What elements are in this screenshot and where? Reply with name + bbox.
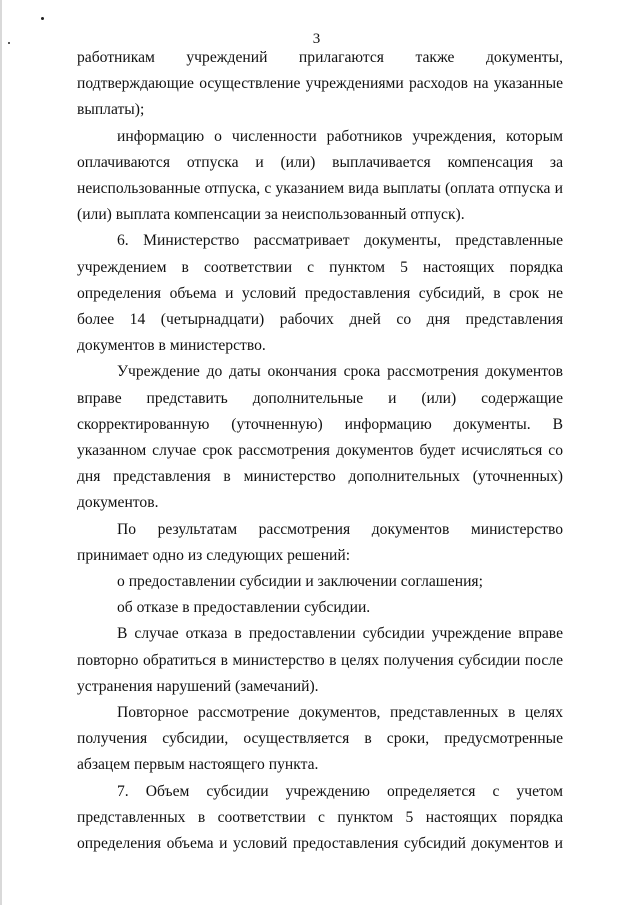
paragraph-reapplication: В случае отказа в предоставлении субсидии учреждение вправе повторно обратиться в министерство в целях получения субсидии после устранения нарушений (замечаний). xyxy=(77,625,563,695)
scan-speck xyxy=(41,17,44,20)
page-number: 3 xyxy=(312,31,321,47)
paragraph-additional-documents: Учреждение до даты окончания срока рассмотрения документов вправе представить дополнительные и (или) содержащие скорректированную (уточненную) информацию документы. В указанном случае срок рассмотрения документов будет исчисляться со дня представления в министерство дополнительных (уточненных) документов. xyxy=(77,363,563,512)
document-body xyxy=(77,45,563,857)
paragraph-item-7: 7. Объем субсидии учреждению определяется с учетом представленных в соответствии с пунктом 5 настоящих порядка определения объема и условий предоставления субсидий документов и xyxy=(77,782,563,853)
paragraph-decision-refusal: об отказе в предоставлении субсидии. xyxy=(117,599,371,617)
paragraph-decision-grant: о предоставлении субсидии и заключении соглашения; xyxy=(117,573,483,591)
scan-edge xyxy=(0,0,2,905)
paragraph-decisions-intro: По результатам рассмотрения документов министерство принимает одно из следующих решений: xyxy=(77,520,563,564)
paragraph-repeat-review: Повторное рассмотрение документов, представленных в целях получения субсидии, осуществляется в сроки, предусмотренные абзацем первым настоящего пункта. xyxy=(77,704,563,774)
paragraph-continuation: работникам учреждений прилагаются также документы, подтверждающие осуществление учреждениями расходов на указанные выплаты); xyxy=(77,49,563,119)
paragraph-employee-info: информацию о численности работников учреждения, которым оплачиваются отпуска и (или) выплачивается компенсация за неиспользованные отпуска, с указанием вида выплаты (оплата отпуска и (или) выплата компенсации за неиспользованный отпуск). xyxy=(77,127,563,224)
paragraph-item-6: 6. Министерство рассматривает документы, представленные учреждением в соответствии с пунктом 5 настоящих порядка определения объема и условий предоставления субсидий, в срок не более 14 (четырнадцати) рабочих дней со дня представления документов в министерство. xyxy=(77,232,563,355)
